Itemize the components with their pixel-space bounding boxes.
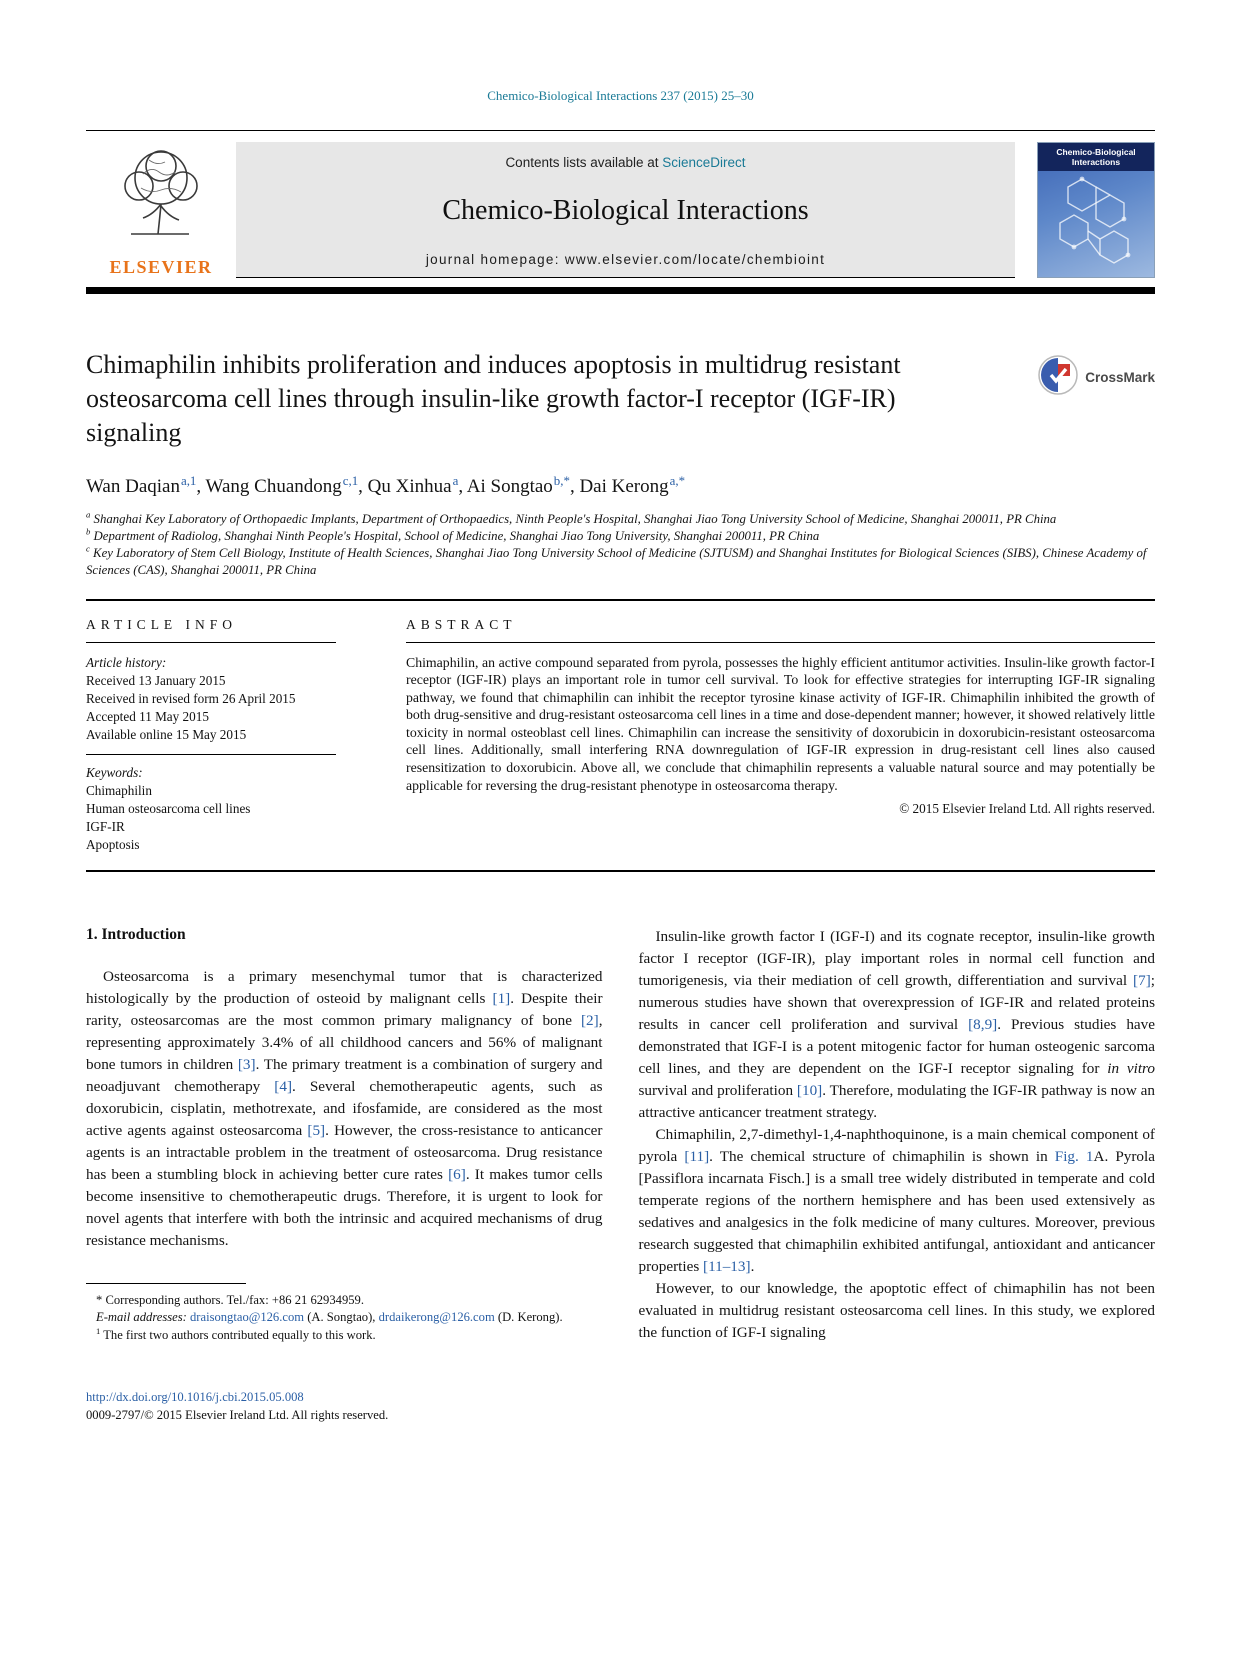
citation-5[interactable]: [5]	[307, 1122, 326, 1140]
text-segment: .	[750, 1258, 755, 1276]
text-segment: . Several chemotherapeutic agents, such as doxorubicin, cisplatin, methotrexate, and ifosfamide, are considered as the most active agents against osteosarcoma	[86, 1078, 603, 1140]
history-item: Received in revised form 26 April 2015	[86, 690, 296, 706]
inline-link[interactable]: c,1	[342, 472, 359, 488]
journal-banner	[236, 142, 1015, 278]
body-right-column	[639, 926, 1156, 1344]
contents-line	[246, 155, 1005, 170]
text-segment: a	[86, 509, 91, 520]
email-songtao-link[interactable]: draisongtao@126.com	[189, 1310, 305, 1325]
title-block	[86, 348, 1155, 450]
inline-link[interactable]: a	[452, 472, 459, 488]
text-segment: The first two authors contributed equally to this work.	[100, 1327, 376, 1342]
history-item: Received 13 January 2015	[86, 672, 226, 688]
text-segment: in vitro	[1107, 1060, 1155, 1078]
affiliation-b	[86, 528, 1155, 545]
text-segment: , representing approximately 3.4% of all childhood cancers and 56% of malignant bone tumors in children	[86, 1012, 603, 1074]
journal-reference: Chemico-Biological Interactions 237 (2015) 25–30	[487, 88, 754, 103]
text-segment: ; numerous studies have shown that overexpression of IGF-IR and related proteins results in cancer cell proliferation and survival	[638, 972, 1155, 1034]
citation-11[interactable]: [11]	[684, 1148, 710, 1166]
citation-7[interactable]: [7]	[1133, 972, 1151, 990]
inline-link[interactable]: b,*	[553, 472, 570, 488]
text-segment: Department of Radiolog, Shanghai Ninth People's Hospital, School of Medicine, Shanghai Jiao Tong University, Shanghai 200011, PR China	[90, 529, 820, 543]
text-segment: (A. Songtao),	[304, 1310, 379, 1325]
text-segment: , Dai Kerong	[569, 476, 669, 497]
section-rule-bottom	[86, 870, 1155, 873]
header-divider-bar	[86, 287, 1155, 294]
text-segment: Insulin-like growth factor I (IGF-I) and its cognate receptor, insulin-like growth factor I receptor (IGF-IR), play important roles in normal cell function and tumorigenesis, via their mediation of cell growth, differentiation and survival	[638, 928, 1155, 990]
text-segment: Osteosarcoma is a primary mesenchymal tumor that is characterized histologically by the production of osteoid by malignant cells	[86, 968, 603, 1008]
affiliation-c	[86, 545, 1155, 579]
keywords-divider-rule	[86, 754, 336, 755]
info-abstract-section	[86, 601, 1155, 870]
article-info-column	[86, 617, 336, 854]
text-segment: 1	[96, 1325, 101, 1336]
text-segment: Chimaphilin, 2,7-dimethyl-1,4-naphthoquinone, is a main chemical component of pyrola	[638, 1126, 1155, 1166]
history-item: Available online 15 May 2015	[86, 726, 247, 742]
affiliation-list	[86, 511, 1155, 579]
text-segment: . Despite their rarity, osteosarcomas are the most common primary malignancy of bone	[86, 990, 603, 1030]
author-list	[86, 472, 1155, 498]
journal-header	[86, 130, 1155, 278]
text-segment: , Qu Xinhua	[358, 476, 452, 497]
body-paragraph	[639, 1278, 1156, 1344]
text-segment: b	[86, 526, 91, 537]
text-segment: E-mail addresses:	[96, 1310, 190, 1325]
citation-2[interactable]: [2]	[580, 1012, 599, 1030]
keyword-item: Apoptosis	[86, 836, 140, 852]
text-segment: . The chemical structure of chimaphilin is shown in	[709, 1148, 1055, 1166]
figure-1-link[interactable]: Fig. 1	[1054, 1148, 1094, 1166]
journal-cover-title: Chemico-Biological Interactions	[1038, 143, 1154, 171]
text-segment: However, to our knowledge, the apoptotic effect of chimaphilin has not been evaluated in multidrug resistant osteosarcoma cell lines. In this study, we explored the function of IGF-I signaling	[638, 1280, 1155, 1342]
text-segment: , Ai Songtao	[458, 476, 553, 497]
footnote-separator	[86, 1283, 246, 1284]
citation-10[interactable]: [10]	[796, 1082, 823, 1100]
elsevier-wordmark: ELSEVIER	[109, 257, 213, 277]
body-columns	[86, 926, 1155, 1344]
text-segment: Shanghai Key Laboratory of Orthopaedic Implants, Department of Orthopaedics, Ninth People's Hospital, Shanghai Jiao Tong University School of Medicine, Shanghai 200011, PR China	[90, 512, 1057, 526]
text-segment: A. Pyrola [Passiflora incarnata Fisch.] is a small tree widely distributed in temperate and cold temperate regions of the northern hemisphere and has been used extensively as sedatives and analgesics in the folk medicine of many cultures. Moreover, previous research suggested that chimaphilin exhibited antifungal, antioxidant and anticancer properties	[638, 1148, 1155, 1276]
article-title: Chimaphilin inhibits proliferation and induces apoptosis in multidrug resistant osteosarcoma cell lines through insulin-like growth factor-I receptor (IGF-IR) signaling	[86, 350, 901, 447]
text-segment: c	[86, 543, 90, 554]
text-segment: . Therefore, modulating the IGF-IR pathway is now an attractive anticancer treatment strategy.	[638, 1082, 1156, 1122]
inline-link[interactable]: a,*	[669, 472, 686, 488]
crossmark-icon	[1037, 354, 1079, 401]
citation-4[interactable]: [4]	[274, 1078, 293, 1096]
equal-contribution-note	[86, 1327, 603, 1345]
text-segment: survival and proliferation	[638, 1082, 797, 1100]
text-segment: Wan Daqian	[86, 476, 180, 497]
journal-title: Chemico-Biological Interactions	[442, 195, 809, 226]
sciencedirect-link[interactable]: ScienceDirect	[662, 155, 746, 170]
citation-6[interactable]: [6]	[448, 1166, 466, 1184]
history-item: Accepted 11 May 2015	[86, 708, 209, 724]
abstract-text: Chimaphilin, an active compound separated from pyrola, possesses the highly efficient antitumor activities. Insulin-like growth factor-I receptor (IGF-IR) plays an important role in tumor cell survival. To look for effective strategies for interrupting IGF-IR signaling pathway, we found that chimaphilin can inhibit the receptor tyrosine kinase activity of IGF-IR. Chimaphilin inhibited the growth of both drug-sensitive and drug-resistant osteosarcoma cell lines in a time and dose-dependent manner; however, it showed relatively little toxicity in normal osteoblast cell lines. Chimaphilin can increase the sensitivity of doxorubicin in doxorubicin-resistant osteosarcoma cell lines. Additionally, small interfering RNA downregulation of IGF-IR expression in drug-resistant cell lines also caused resensitization to doxorubicin. Above all, we conclude that chimaphilin represents a valuable natural source and may potentially be applicable for reversing the drug-resistant phenotype in osteosarcoma therapy.	[406, 654, 1155, 793]
crossmark-label: CrossMark	[1085, 370, 1155, 385]
body-paragraph	[639, 926, 1156, 1124]
inline-link[interactable]: a,1	[180, 472, 197, 488]
keywords-label: Keywords:	[86, 764, 143, 780]
keyword-item: IGF-IR	[86, 818, 125, 834]
email-addresses-note	[86, 1309, 603, 1327]
doi-block	[86, 1388, 1155, 1424]
text-segment: . However, the cross-resistance to anticancer agents is an intractable problem in the treatment of osteosarcoma. Drug resistance has been a stumbling block in achieving better cure rates	[86, 1122, 603, 1184]
intro-paragraph	[86, 966, 603, 1252]
text-segment: . Previous studies have demonstrated that IGF-I is a potent mitogenic factor for human osteogenic sarcoma cell lines, and they are dependent on the IGF-I receptor signaling for	[638, 1016, 1155, 1078]
text-segment: . The primary treatment is a combination of surgery and neoadjuvant chemotherapy	[86, 1056, 603, 1096]
citation-3[interactable]: [3]	[237, 1056, 256, 1074]
citation-8-9[interactable]: [8,9]	[968, 1016, 998, 1034]
body-paragraph	[639, 1124, 1156, 1278]
keyword-item: Human osteosarcoma cell lines	[86, 800, 251, 816]
email-kerong-link[interactable]: drdaikerong@126.com	[378, 1310, 495, 1325]
doi-link[interactable]: http://dx.doi.org/10.1016/j.cbi.2015.05.008	[86, 1390, 304, 1405]
molecule-art-icon	[1038, 167, 1155, 278]
article-info-heading: ARTICLE INFO	[86, 617, 336, 643]
elsevier-logo[interactable]	[86, 142, 236, 278]
contents-line-prefix: Contents lists available at	[505, 155, 663, 170]
text-segment: Key Laboratory of Stem Cell Biology, Institute of Health Sciences, Shanghai Jiao Tong University School of Medicine (SJTUSM) and Shanghai Institutes for Biological Sciences (SIBS), Chinese Academy of Sciences (CAS), Shanghai 200011, PR China	[86, 546, 1147, 577]
abstract-column	[406, 617, 1155, 854]
journal-cover-thumbnail[interactable]	[1037, 142, 1155, 278]
abstract-copyright: © 2015 Elsevier Ireland Ltd. All rights reserved.	[899, 801, 1155, 817]
text-segment: , Wang Chuandong	[196, 476, 342, 497]
body-left-column	[86, 926, 603, 1344]
citation-1[interactable]: [1]	[492, 990, 511, 1008]
text-segment: . It makes tumor cells become insensitive to chemotherapeutic drugs. Therefore, it is urgent to look for novel agents that interfere with both the intrinsic and acquired mechanisms of drug resistance mechanisms.	[86, 1166, 603, 1250]
corresponding-author-note: * Corresponding authors. Tel./fax: +86 21 62934959.	[96, 1292, 364, 1307]
keyword-item: Chimaphilin	[86, 782, 152, 798]
affiliation-a	[86, 511, 1155, 528]
elsevier-tree-icon	[109, 144, 213, 241]
issn-copyright-line: 0009-2797/© 2015 Elsevier Ireland Ltd. All rights reserved.	[86, 1408, 389, 1423]
citation-11-13[interactable]: [11–13]	[703, 1258, 751, 1276]
introduction-heading: 1. Introduction	[86, 926, 186, 944]
article-history-label: Article history:	[86, 654, 167, 670]
crossmark-badge[interactable]	[1037, 354, 1155, 401]
footnote-block	[86, 1269, 603, 1345]
text-segment: (D. Kerong).	[494, 1310, 563, 1325]
abstract-heading: ABSTRACT	[406, 617, 1155, 643]
journal-homepage-link[interactable]: journal homepage: www.elsevier.com/locate/chembioint	[425, 252, 826, 267]
